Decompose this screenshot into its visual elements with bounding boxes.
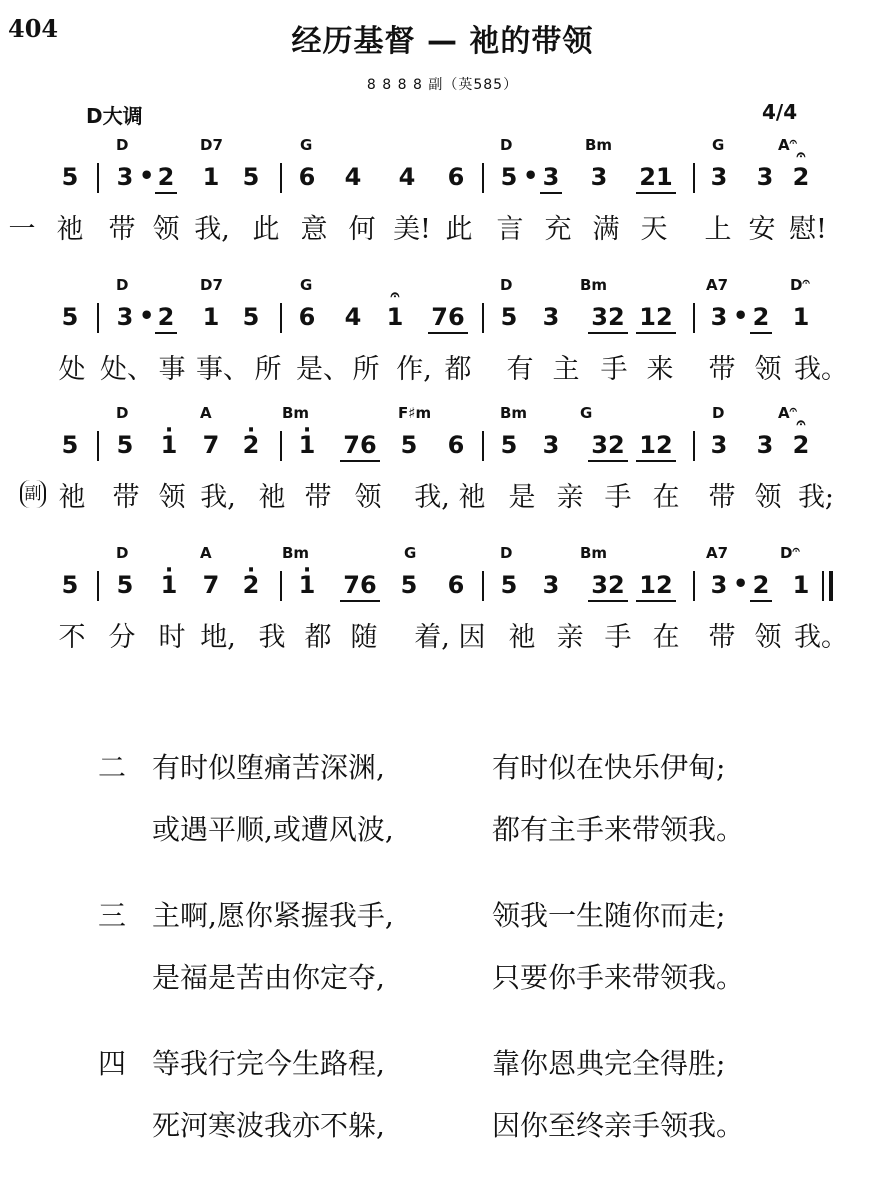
jianpu-note: 2 <box>750 570 772 602</box>
lyric: 地, <box>200 622 236 653</box>
lyric: 领 <box>754 482 782 513</box>
barline <box>97 571 99 601</box>
chord: A <box>200 544 212 562</box>
jianpu-note: 5 <box>61 431 79 459</box>
jianpu-note: 6 <box>447 431 465 459</box>
barline <box>482 571 484 601</box>
chord: G <box>404 544 417 562</box>
notes-row <box>0 570 885 606</box>
jianpu-note: 76 <box>340 570 380 602</box>
verse-number: 三 <box>98 899 127 932</box>
jianpu-note: 𝄐 2 <box>790 162 812 192</box>
chord: D <box>116 404 129 422</box>
lyrics-row <box>0 480 885 520</box>
augmentation-dot: • <box>523 161 539 190</box>
lyric: 不 <box>58 622 86 653</box>
chord-label: A <box>778 136 790 154</box>
jianpu-note: · 1 <box>296 570 318 600</box>
lyric: 在 <box>652 622 680 653</box>
lyric: 带 <box>304 482 332 513</box>
chord: D <box>116 136 129 154</box>
chord-label: D <box>790 276 803 294</box>
lyric: 此 <box>252 214 280 245</box>
jianpu-note: 5 <box>400 431 418 459</box>
lyric: 充 <box>544 214 572 245</box>
chord: D <box>500 136 513 154</box>
barline <box>693 571 695 601</box>
chord-row <box>0 276 885 302</box>
chord: Bm <box>580 544 608 562</box>
jianpu-note: 3 <box>590 163 608 191</box>
jianpu-note: 21 <box>636 162 676 194</box>
lyric: 领 <box>754 354 782 385</box>
barline <box>280 303 282 333</box>
lyric: 何 <box>348 214 376 245</box>
meter-line: 8 8 8 8 副（英585） <box>366 77 519 93</box>
barline <box>482 303 484 333</box>
barline <box>693 431 695 461</box>
chord: Bm <box>282 404 310 422</box>
jianpu-note: 3 <box>756 163 774 191</box>
notes-row <box>0 430 885 466</box>
lyric: 都 <box>304 622 332 653</box>
chord <box>790 276 810 294</box>
jianpu-note: · 2 <box>240 430 262 460</box>
jianpu-note: 32 <box>588 570 628 602</box>
jianpu-note: 4 <box>344 163 362 191</box>
chord-row <box>0 404 885 430</box>
final-barline-thin <box>822 571 824 601</box>
system-1 <box>0 136 885 252</box>
lyric: 一 <box>8 214 36 245</box>
chord: D7 <box>200 136 223 154</box>
lyric: 是、 <box>296 354 350 385</box>
barline <box>280 571 282 601</box>
lyric: 我; <box>797 482 835 513</box>
jianpu-note: 1 <box>792 571 810 599</box>
verse-line: 有时似堕痛苦深渊, <box>152 751 385 784</box>
jianpu-note: 6 <box>447 571 465 599</box>
chord: D <box>116 544 129 562</box>
chord: G <box>300 136 313 154</box>
lyric: 慰! <box>789 214 827 245</box>
jianpu-note: 12 <box>636 302 676 334</box>
lyric: 处 <box>58 354 86 385</box>
chord: Bm <box>500 404 528 422</box>
lyric: 美! <box>393 214 431 245</box>
chord-label: D <box>780 544 793 562</box>
lyric: 领 <box>354 482 382 513</box>
notes-row <box>0 302 885 338</box>
verse-line: 只要你手来带领我。 <box>492 961 745 994</box>
chord: A <box>200 404 212 422</box>
key-signature: D大调 <box>86 104 143 128</box>
jianpu-note: 3 <box>116 163 134 191</box>
chord-row <box>0 136 885 162</box>
fermata-icon: 𝄐 <box>789 403 797 418</box>
lyric: 天 <box>640 214 668 245</box>
lyric: 亲 <box>556 622 584 653</box>
jianpu-note: 6 <box>298 163 316 191</box>
lyric: 带 <box>708 622 736 653</box>
system-3 <box>0 404 885 520</box>
lyrics-row <box>0 352 885 392</box>
jianpu-note: 5 <box>500 571 518 599</box>
lyric: 领 <box>152 214 180 245</box>
jianpu-note: 5 <box>400 571 418 599</box>
jianpu-note: 3 <box>710 571 728 599</box>
barline <box>280 431 282 461</box>
verse-line: 因你至终亲手领我。 <box>492 1109 745 1142</box>
verse-number: 四 <box>98 1047 127 1080</box>
jianpu-note: 5 <box>242 163 260 191</box>
chord: D <box>712 404 725 422</box>
chord: Bm <box>580 276 608 294</box>
jianpu-note: 1 <box>202 303 220 331</box>
lyrics-row <box>0 212 885 252</box>
verse-line: 领我一生随你而走; <box>492 899 726 932</box>
chord: A7 <box>706 544 729 562</box>
lyric: 事、 <box>196 354 250 385</box>
barline <box>482 163 484 193</box>
lyric: 我。 <box>794 622 848 653</box>
jianpu-note: 5 <box>242 303 260 331</box>
jianpu-note: 𝄐 2 <box>790 430 812 460</box>
verse-line: 有时似在快乐伊甸; <box>492 751 726 784</box>
barline <box>693 163 695 193</box>
lyric: 因 <box>458 622 486 653</box>
verse-line: 靠你恩典完全得胜; <box>492 1047 726 1080</box>
jianpu-note: · 1 <box>296 430 318 460</box>
jianpu-note: 3 <box>710 431 728 459</box>
augmentation-dot: • <box>733 301 749 330</box>
lyric: 我, <box>414 482 450 513</box>
jianpu-note: 𝄐 1 <box>384 302 406 332</box>
jianpu-note: 5 <box>116 571 134 599</box>
lyric: 所 <box>352 354 380 385</box>
chord: D <box>116 276 129 294</box>
jianpu-note: 3 <box>710 303 728 331</box>
fermata-icon: 𝄐 <box>802 275 810 290</box>
chord: D <box>500 544 513 562</box>
lyric: 来 <box>646 354 674 385</box>
chord: F♯m <box>398 404 432 422</box>
lyric: 带 <box>708 482 736 513</box>
chord: G <box>712 136 725 154</box>
jianpu-note: 3 <box>542 303 560 331</box>
hymn-number: 404 <box>8 14 59 43</box>
jianpu-note: 5 <box>61 163 79 191</box>
lyric: 有 <box>506 354 534 385</box>
lyric: 我 <box>258 622 286 653</box>
jianpu-note: 5 <box>61 571 79 599</box>
chord <box>780 544 800 562</box>
jianpu-note: 3 <box>542 431 560 459</box>
augmentation-dot: • <box>733 569 749 598</box>
lyric: 着, <box>414 622 450 653</box>
lyric: 手 <box>604 622 632 653</box>
lyric: 祂 <box>458 482 486 513</box>
jianpu-note: 3 <box>710 163 728 191</box>
lyric: 带 <box>108 214 136 245</box>
lyric: 我。 <box>794 354 848 385</box>
jianpu-note: 76 <box>340 430 380 462</box>
chord: Bm <box>585 136 613 154</box>
lyric: 时 <box>158 622 186 653</box>
system-4 <box>0 544 885 660</box>
jianpu-note: 5 <box>500 431 518 459</box>
chord-label: A <box>778 404 790 422</box>
lyric: 作, <box>396 354 432 385</box>
system-2 <box>0 276 885 392</box>
verse-line: 死河寒波我亦不躲, <box>152 1109 385 1142</box>
jianpu-note: 4 <box>344 303 362 331</box>
fermata-icon: 𝄐 <box>789 135 797 150</box>
lyric: 所 <box>254 354 282 385</box>
jianpu-note: 3 <box>540 162 562 194</box>
lyric: 手 <box>600 354 628 385</box>
jianpu-note: 3 <box>542 571 560 599</box>
jianpu-note: 3 <box>116 303 134 331</box>
lyric: 意 <box>300 214 328 245</box>
jianpu-note: 5 <box>500 303 518 331</box>
final-barline-thick <box>829 571 833 601</box>
lyric: 上 <box>704 214 732 245</box>
lyric: 是 <box>508 482 536 513</box>
fermata-icon: 𝄐 <box>792 543 800 558</box>
jianpu-note: 1 <box>792 303 810 331</box>
barline <box>280 163 282 193</box>
refrain-label: 副 <box>20 480 46 508</box>
chord: G <box>580 404 593 422</box>
lyric: 此 <box>445 214 473 245</box>
barline <box>482 431 484 461</box>
lyric: 都 <box>444 354 472 385</box>
jianpu-note: 12 <box>636 430 676 462</box>
lyric: 祂 <box>58 482 86 513</box>
jianpu-note: 2 <box>750 302 772 334</box>
chord: A7 <box>706 276 729 294</box>
lyric: 亲 <box>556 482 584 513</box>
lyric: 主 <box>552 354 580 385</box>
notes-row <box>0 162 885 198</box>
jianpu-note: 1 <box>202 163 220 191</box>
augmentation-dot: • <box>139 301 155 330</box>
lyric: 随 <box>350 622 378 653</box>
chord: G <box>300 276 313 294</box>
jianpu-note: · 1 <box>158 570 180 600</box>
lyric: 祂 <box>56 214 84 245</box>
jianpu-note: 4 <box>398 163 416 191</box>
chord: Bm <box>282 544 310 562</box>
verse-number: 二 <box>98 751 127 784</box>
lyric: 分 <box>108 622 136 653</box>
lyric: 事 <box>158 354 186 385</box>
jianpu-note: 6 <box>447 163 465 191</box>
lyric: 言 <box>496 214 524 245</box>
verse-line: 或遇平顺,或遭风波, <box>152 813 394 846</box>
time-signature: 4/4 <box>762 100 798 124</box>
chord-row <box>0 544 885 570</box>
lyric: 在 <box>652 482 680 513</box>
chord: D7 <box>200 276 223 294</box>
lyric: 安 <box>748 214 776 245</box>
lyric: 满 <box>592 214 620 245</box>
barline <box>97 163 99 193</box>
augmentation-dot: • <box>139 161 155 190</box>
lyric: 领 <box>754 622 782 653</box>
jianpu-note: 7 <box>202 431 220 459</box>
barline <box>693 303 695 333</box>
verse-line: 都有主手来带领我。 <box>492 813 745 846</box>
jianpu-note: · 2 <box>240 570 262 600</box>
jianpu-note: 76 <box>428 302 468 334</box>
jianpu-note: 3 <box>756 431 774 459</box>
hymn-title: 经历基督 — 祂的带领 <box>291 24 594 59</box>
lyric: 祂 <box>508 622 536 653</box>
lyric: 我, <box>194 214 230 245</box>
lyric: 我, <box>200 482 236 513</box>
jianpu-note: 32 <box>588 302 628 334</box>
lyrics-row <box>0 620 885 660</box>
jianpu-note: 5 <box>500 163 518 191</box>
lyric: 手 <box>604 482 632 513</box>
barline <box>97 431 99 461</box>
jianpu-note: 7 <box>202 571 220 599</box>
barline <box>97 303 99 333</box>
lyric: 祂 <box>258 482 286 513</box>
lyric: 领 <box>158 482 186 513</box>
lyric: 带 <box>112 482 140 513</box>
lyric: 处、 <box>100 354 154 385</box>
jianpu-note: 12 <box>636 570 676 602</box>
verse-line: 是福是苦由你定夺, <box>152 961 385 994</box>
jianpu-note: · 1 <box>158 430 180 460</box>
jianpu-note: 5 <box>61 303 79 331</box>
jianpu-note: 2 <box>155 302 177 334</box>
verse-line: 主啊,愿你紧握我手, <box>152 899 394 932</box>
jianpu-note: 5 <box>116 431 134 459</box>
jianpu-note: 2 <box>155 162 177 194</box>
chord: D <box>500 276 513 294</box>
lyric: 带 <box>708 354 736 385</box>
jianpu-note: 6 <box>298 303 316 331</box>
jianpu-note: 32 <box>588 430 628 462</box>
verse-line: 等我行完今生路程, <box>152 1047 385 1080</box>
